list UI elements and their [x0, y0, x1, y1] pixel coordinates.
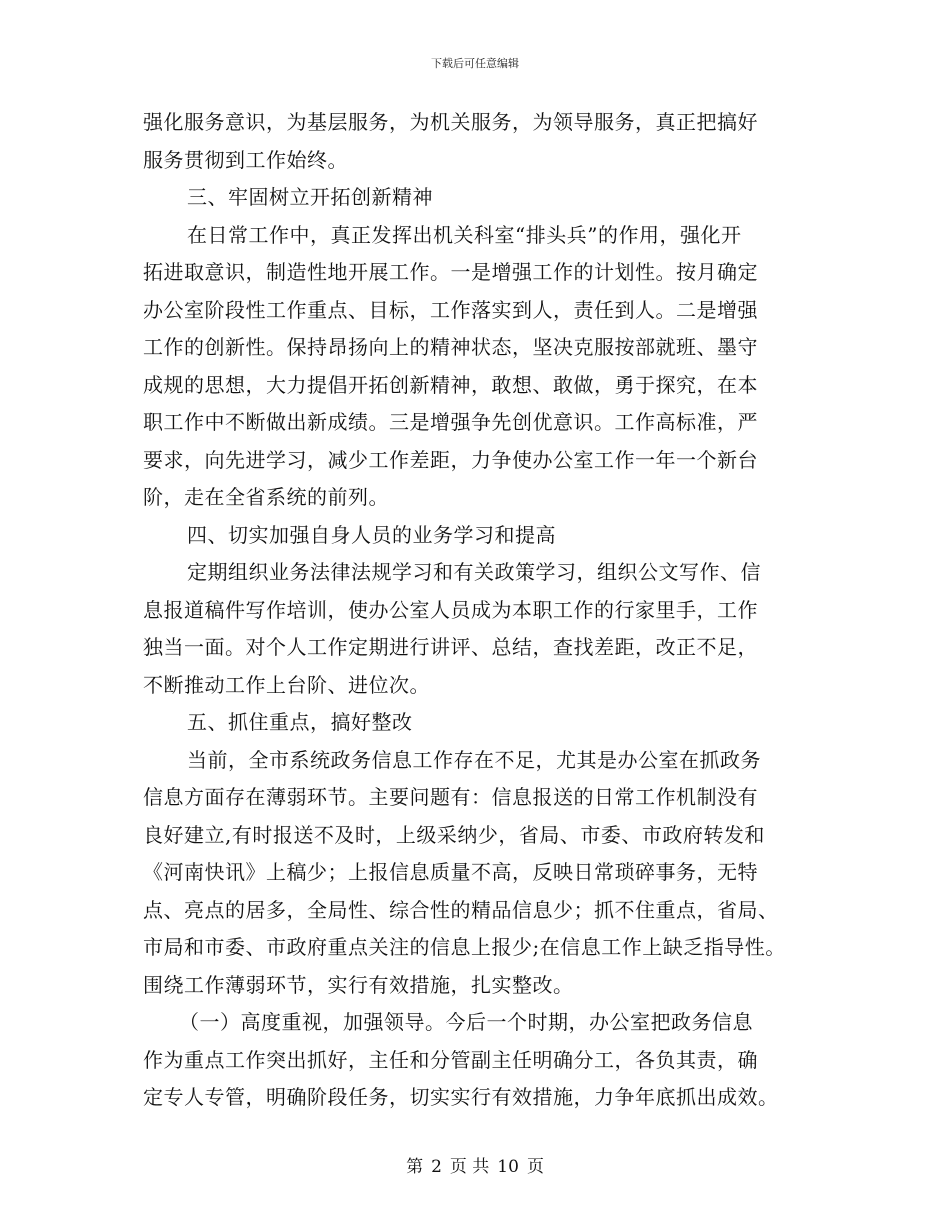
text-line: （一）高度重视，加强领导。今后一个时期，办公室把政务信息 [179, 1010, 753, 1034]
text-line: 信息方面存在薄弱环节。主要问题有：信息报送的日常工作机制没有 [143, 785, 758, 809]
page-number: 2 [431, 1157, 442, 1177]
text-line: 不断推动工作上台阶、进位次。 [143, 672, 430, 697]
footer-middle: 页 共 [449, 1157, 490, 1177]
text-line: 工作的创新性。保持昂扬向上的精神状态，坚决克服按部就班、墨守 [143, 335, 758, 359]
text-line: 点、亮点的居多，全局性、综合性的精品信息少；抓不住重点，省局、 [143, 897, 779, 922]
section-heading: 三、牢固树立开拓创新精神 [187, 185, 433, 209]
text-line: 良好建立,有时报送不及时，上级采纳少，省局、市委、市政府转发和 [143, 822, 765, 847]
text-line: 《河南快讯》上稿少；上报信息质量不高，反映日常琐碎事务，无特 [143, 860, 758, 884]
page-header: 下载后可任意编辑 [431, 57, 519, 70]
text-line: 独当一面。对个人工作定期进行讲评、总结，查找差距，改正不足， [143, 635, 758, 659]
text-line: 定专人专管，明确阶段任务，切实实行有效措施，力争年底抓出成效。 [143, 1085, 779, 1109]
text-line: 息报道稿件写作培训，使办公室人员成为本职工作的行家里手，工作 [143, 597, 758, 622]
text-line: 在日常工作中，真正发挥出机关科室“排头兵”的作用，强化开 [187, 222, 742, 247]
page-footer [0, 1152, 950, 1177]
text-line: 拓进取意识，制造性地开展工作。一是增强工作的计划性。按月确定 [143, 260, 758, 284]
text-line: 阶，走在全省系统的前列。 [143, 485, 389, 509]
text-line: 服务贯彻到工作始终。 [143, 147, 348, 172]
footer-prefix: 第 [406, 1157, 424, 1177]
page-total: 10 [497, 1157, 519, 1177]
text-line: 围绕工作薄弱环节，实行有效措施，扎实整改。 [143, 972, 574, 997]
text-line: 定期组织业务法律法规学习和有关政策学习，组织公文写作、信 [187, 560, 761, 584]
footer-suffix: 页 [526, 1157, 544, 1177]
text-line: 市局和市委、市政府重点关注的信息上报少;在信息工作上缺乏指导性。 [143, 935, 786, 959]
text-line: 要求，向先进学习，减少工作差距，力争使办公室工作一年一个新台 [143, 447, 758, 472]
text-line: 强化服务意识，为基层服务，为机关服务，为领导服务，真正把搞好 [143, 110, 758, 134]
document-body [143, 104, 811, 1117]
text-line: 职工作中不断做出新成绩。三是增强争先创优意识。工作高标准，严 [143, 410, 758, 434]
section-heading: 五、抓住重点，搞好整改 [187, 710, 413, 734]
text-line: 当前，全市系统政务信息工作存在不足，尤其是办公室在抓政务 [187, 747, 761, 772]
text-line: 成规的思想，大力提倡开拓创新精神，敢想、敢做，勇于探究，在本 [143, 372, 758, 397]
text-line: 作为重点工作突出抓好，主任和分管副主任明确分工，各负其责，确 [143, 1047, 758, 1072]
section-heading: 四、切实加强自身人员的业务学习和提高 [187, 522, 556, 547]
text-line: 办公室阶段性工作重点、目标，工作落实到人，责任到人。二是增强 [143, 297, 758, 322]
